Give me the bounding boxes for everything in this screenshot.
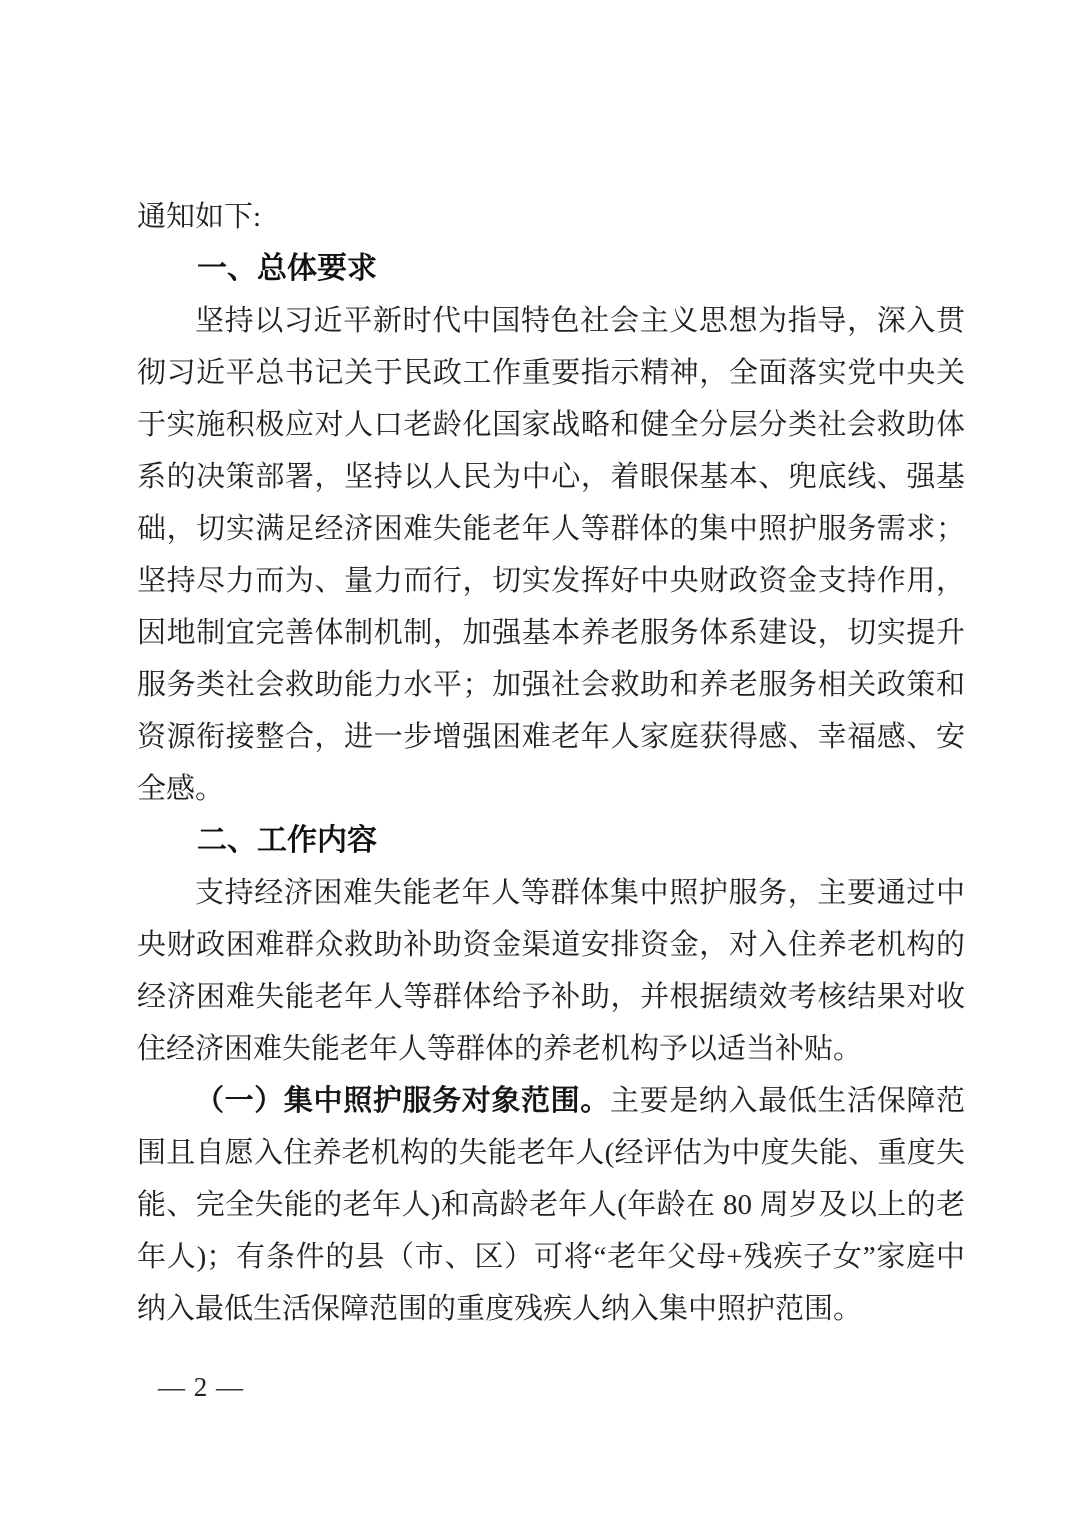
- para-work-content: 支持经济困难失能老年人等群体集中照护服务，主要通过中央财政困难群众救助补助资金渠道安排资金，对入住养老机构的经济困难失能老年人等群体给予补助，并根据绩效考核结果对收住经济困难失能老年人等群体的养老机构予以适当补贴。: [137, 877, 965, 1065]
- document-content: [137, 191, 965, 1335]
- para-care-target-scope: （一）集中照护服务对象范围。主要是纳入最低生活保障范围且自愿入住养老机构的失能老年人(经评估为中度失能、重度失能、完全失能的老年人)和高龄老年人(年龄在 80 周岁及以上的老年人)；有条件的县（市、区）可将“老年父母+残疾子女”家庭中纳入最低生活保障范围的重度残疾人纳入集中照护范围。: [137, 1085, 965, 1325]
- para-overall-requirements: 坚持以习近平新时代中国特色社会主义思想为指导，深入贯彻习近平总书记关于民政工作重要指示精神，全面落实党中央关于实施积极应对人口老龄化国家战略和健全分层分类社会救助体系的决策部署，坚持以人民为中心，着眼保基本、兜底线、强基础，切实满足经济困难失能老年人等群体的集中照护服务需求；坚持尽力而为、量力而行，切实发挥好中央财政资金支持作用，因地制宜完善体制机制，加强基本养老服务体系建设，切实提升服务类社会救助能力水平；加强社会救助和养老服务相关政策和资源衔接整合，进一步增强困难老年人家庭获得感、幸福感、安全感。: [137, 305, 965, 805]
- para-care-target-scope-lead: （一）集中照护服务对象范围。: [195, 1085, 610, 1117]
- heading-overall-requirements: 一、总体要求: [197, 252, 377, 285]
- notice-lead-in: 通知如下:: [137, 201, 262, 233]
- page-number: — 2 —: [158, 1372, 244, 1402]
- heading-work-content: 二、工作内容: [197, 824, 377, 857]
